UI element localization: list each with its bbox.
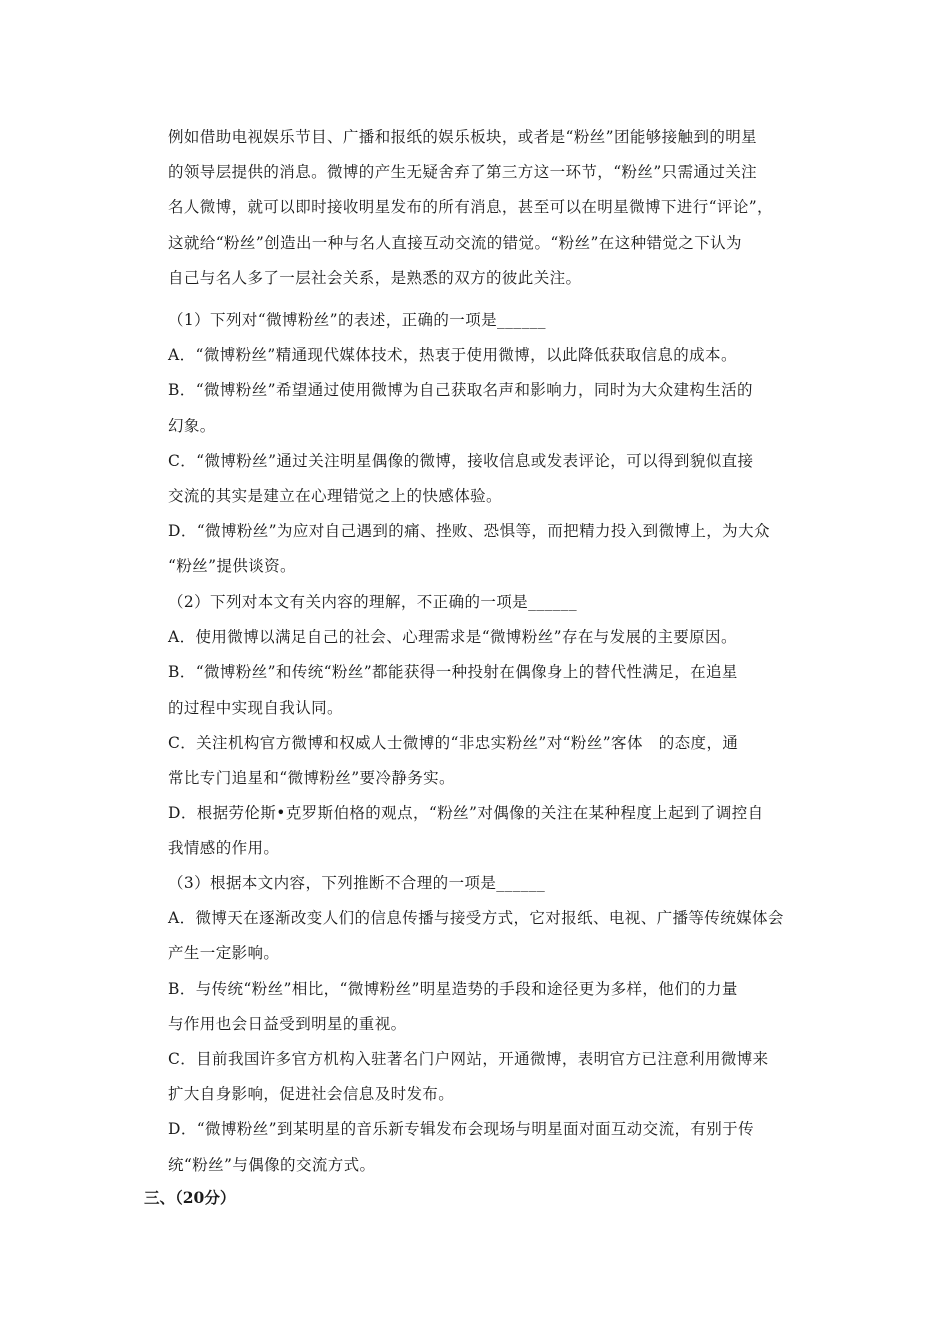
- option-b: B．“微博粉丝”希望通过使用微博为自己获取名声和影响力，同时为大众建构生活的: [168, 381, 753, 400]
- option-b-cont: 幻象。: [168, 416, 216, 435]
- option-c-cont: 常比专门追星和“微博粉丝”要冷静务实。: [168, 769, 455, 788]
- question-stem: （3）根据本文内容，下列推断不合理的一项是______: [168, 874, 546, 892]
- passage-line: 例如借助电视娱乐节目、广播和报纸的娱乐板块，或者是“粉丝”团能够接触到的明星: [168, 128, 758, 146]
- option-d-cont: 我情感的作用。: [168, 839, 280, 858]
- option-b: B．“微博粉丝”和传统“粉丝”都能获得一种投射在偶像身上的替代性满足，在追星: [168, 663, 738, 682]
- question-stem: （1）下列对“微博粉丝”的表述，正确的一项是______: [168, 311, 546, 329]
- section-heading: 三、（20分）: [144, 1188, 236, 1207]
- option-c-cont: 交流的其实是建立在心理错觉之上的快感体验。: [168, 487, 502, 506]
- option-a: A．微博天在逐渐改变人们的信息传播与接受方式，它对报纸、电视、广播等传统媒体会: [168, 909, 784, 928]
- question-1: [168, 303, 808, 585]
- option-d: D．“微博粉丝”为应对自己遇到的痛、挫败、恐惧等，而把精力投入到微博上，为大众: [168, 522, 770, 541]
- option-b: B．与传统“粉丝”相比，“微博粉丝”明星造势的手段和途径更为多样，他们的力量: [168, 979, 738, 998]
- question-2: [168, 585, 808, 867]
- option-d: D．“微博粉丝”到某明星的音乐新专辑发布会现场与明星面对面互动交流，有别于传: [168, 1120, 754, 1139]
- option-c: C．关注机构官方微博和权威人士微博的“非忠实粉丝”对“粉丝”客体 的态度，通: [168, 733, 739, 752]
- option-a-cont: 产生一定影响。: [168, 944, 280, 963]
- option-c: C．目前我国许多官方机构入驻著名门户网站，开通微博，表明官方已注意利用微博来: [168, 1050, 769, 1069]
- option-b-cont: 与作用也会日益受到明星的重视。: [168, 1014, 407, 1033]
- question-3: [168, 866, 808, 1183]
- option-a: A．使用微博以满足自己的社会、心理需求是“微博粉丝”存在与发展的主要原因。: [168, 628, 737, 647]
- passage-line: 自己与名人多了一层社会关系，是熟悉的双方的彼此关注。: [168, 268, 582, 287]
- option-a: A．“微博粉丝”精通现代媒体技术，热衷于使用微博，以此降低获取信息的成本。: [168, 346, 737, 365]
- passage-paragraph: [168, 120, 808, 296]
- passage-line: 这就给“粉丝”创造出一种与名人直接互动交流的错觉。“粉丝”在这种错觉之下认为: [168, 233, 742, 252]
- option-d-cont: “粉丝”提供谈资。: [168, 557, 296, 576]
- option-b-cont: 的过程中实现自我认同。: [168, 698, 343, 717]
- option-c: C．“微博粉丝”通过关注明星偶像的微博，接收信息或发表评论，可以得到貌似直接: [168, 451, 754, 470]
- option-d: D．根据劳伦斯•克罗斯伯格的观点，“粉丝”对偶像的关注在某种程度上起到了调控自: [168, 804, 764, 823]
- passage-line: 名人微博，就可以即时接收明星发布的所有消息，甚至可以在明星微博下进行“评论”，: [168, 198, 773, 217]
- option-d-cont: 统“粉丝”与偶像的交流方式。: [168, 1155, 376, 1174]
- question-stem: （2）下列对本文有关内容的理解，不正确的一项是______: [168, 593, 577, 611]
- option-c-cont: 扩大自身影响，促进社会信息及时发布。: [168, 1085, 455, 1104]
- passage-line: 的领导层提供的消息。微博的产生无疑舍弃了第三方这一环节，“粉丝”只需通过关注: [168, 163, 758, 182]
